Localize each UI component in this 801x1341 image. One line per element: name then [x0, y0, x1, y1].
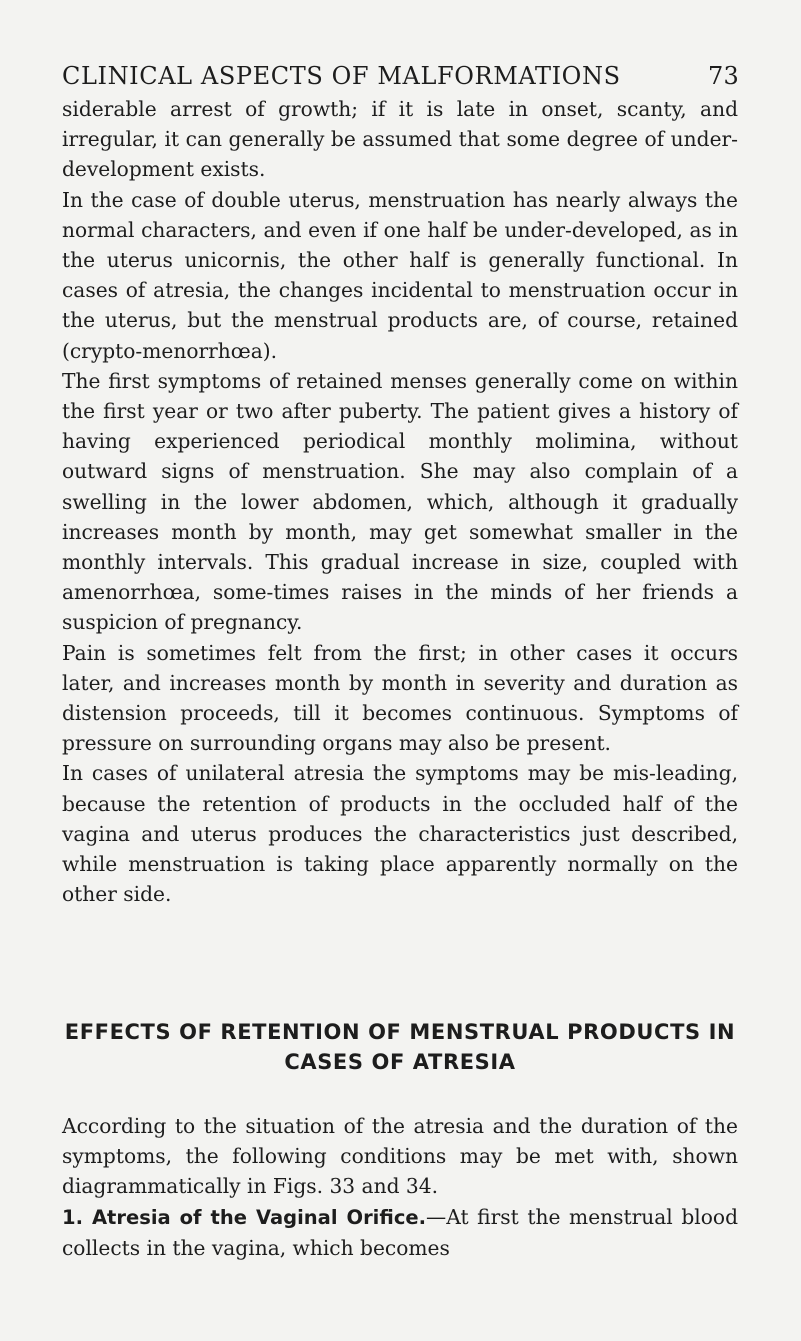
section-heading: EFFECTS OF RETENTION OF MENSTRUAL PRODUCTS IN CASES OF ATRESIA	[64, 1020, 736, 1074]
numbered-item	[62, 1202, 738, 1263]
body-text	[62, 94, 738, 909]
running-head-title: CLINICAL ASPECTS OF MALFORMATIONS	[62, 62, 621, 90]
paragraph: siderable arrest of growth; if it is late in onset, scanty, and irregular, it can generally be assumed that some degree of under-development exists.	[62, 97, 738, 182]
section-body-text	[62, 1111, 738, 1263]
paragraph: The first symptoms of retained menses generally come on within the first year or two after puberty. The patient gives a history of having experienced periodical monthly molimina, without outward signs of menstruation. She may also complain of a swelling in the lower abdomen, which, although it gradually increases month by month, may get somewhat smaller in the monthly intervals. This gradual increase in size, coupled with amenorrhœa, some-times raises in the minds of her friends a suspicion of pregnancy.	[62, 368, 738, 635]
running-head	[62, 56, 739, 96]
paragraph: Pain is sometimes felt from the first; in other cases it occurs later, and increases month by month in severity and duration as distension proceeds, till it becomes continuous. Symptoms of pressure on surrounding organs may also be present.	[62, 640, 738, 756]
paragraph: According to the situation of the atresia and the duration of the symptoms, the following conditions may be met with, shown diagrammatically in Figs. 33 and 34.	[62, 1114, 738, 1199]
numbered-item-label: 1. Atresia of the Vaginal Orifice.	[62, 1205, 427, 1229]
numbered-item-text: —At first the menstrual blood collects in the vagina, which becomes	[62, 1204, 738, 1260]
paragraph: In cases of unilateral atresia the symptoms may be mis-leading, because the retention of products in the occluded half of the vagina and uterus produces the characteristics just described, while menstruation is taking place apparently normally on the other side.	[62, 761, 738, 907]
paragraph: In the case of double uterus, menstruation has nearly always the normal characters, and even if one half be under-developed, as in the uterus unicornis, the other half is generally functional. In cases of atresia, the changes incidental to menstruation occur in the uterus, but the menstrual products are, of course, retained (crypto-menorrhœa).	[62, 187, 738, 363]
page-number: 73	[708, 62, 739, 90]
